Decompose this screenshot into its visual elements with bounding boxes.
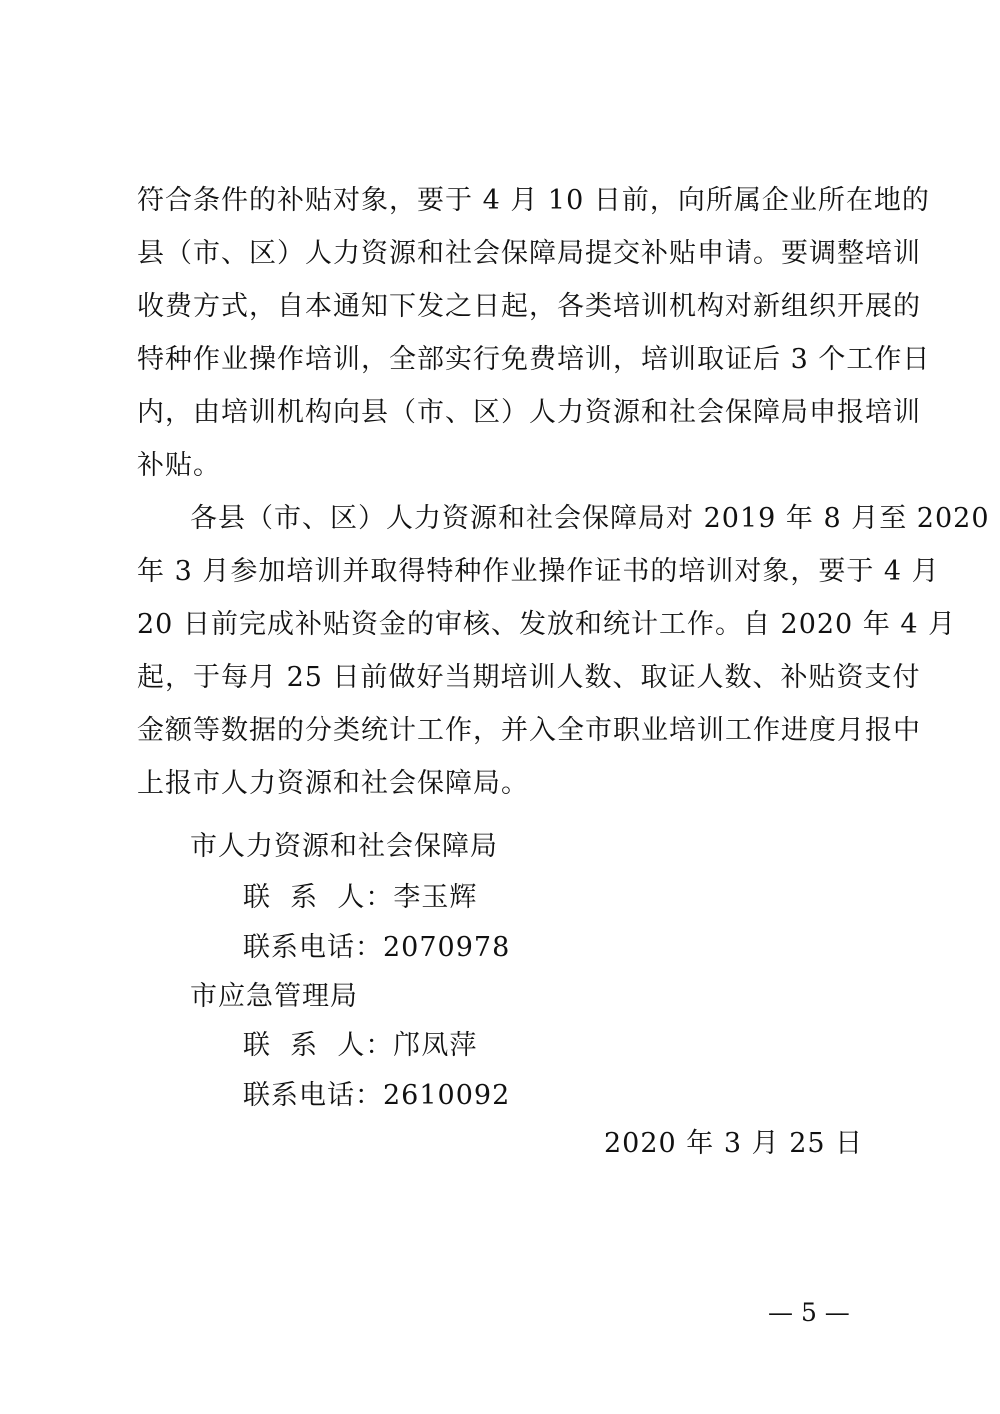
paragraph-line: 特种作业操作培训，全部实行免费培训，培训取证后 3 个工作日 xyxy=(137,344,931,375)
paragraph-line: 收费方式，自本通知下发之日起，各类培训机构对新组织开展的 xyxy=(137,291,921,322)
paragraph-line: 内，由培训机构向县（市、区）人力资源和社会保障局申报培训 xyxy=(137,397,921,428)
contact-phone-hr: 联系电话：2070978 xyxy=(243,932,511,963)
contact-phone-emergency: 联系电话：2610092 xyxy=(243,1080,511,1111)
paragraph-line: 符合条件的补贴对象，要于 4 月 10 日前，向所属企业所在地的 xyxy=(137,185,930,216)
paragraph-line: 20 日前完成补贴资金的审核、发放和统计工作。自 2020 年 4 月 xyxy=(137,609,957,640)
paragraph-line: 金额等数据的分类统计工作，并入全市职业培训工作进度月报中 xyxy=(137,715,921,746)
paragraph-line: 起，于每月 25 日前做好当期培训人数、取证人数、补贴资支付 xyxy=(137,662,921,693)
contact-org-emergency: 市应急管理局 xyxy=(190,981,358,1012)
document-date: 2020 年 3 月 25 日 xyxy=(604,1128,864,1159)
paragraph-line: 上报市人力资源和社会保障局。 xyxy=(137,768,529,799)
paragraph-line: 县（市、区）人力资源和社会保障局提交补贴申请。要调整培训 xyxy=(137,238,921,269)
page-number: — 5 — xyxy=(768,1298,850,1327)
contact-person-emergency: 联 系 人：邝凤萍 xyxy=(243,1030,478,1061)
contact-person-hr: 联 系 人：李玉辉 xyxy=(243,882,478,913)
contact-org-hr: 市人力资源和社会保障局 xyxy=(190,831,498,862)
paragraph-line: 补贴。 xyxy=(137,450,221,481)
paragraph-line: 各县（市、区）人力资源和社会保障局对 2019 年 8 月至 2020 xyxy=(190,503,990,534)
paragraph-line: 年 3 月参加培训并取得特种作业操作证书的培训对象，要于 4 月 xyxy=(137,556,940,587)
